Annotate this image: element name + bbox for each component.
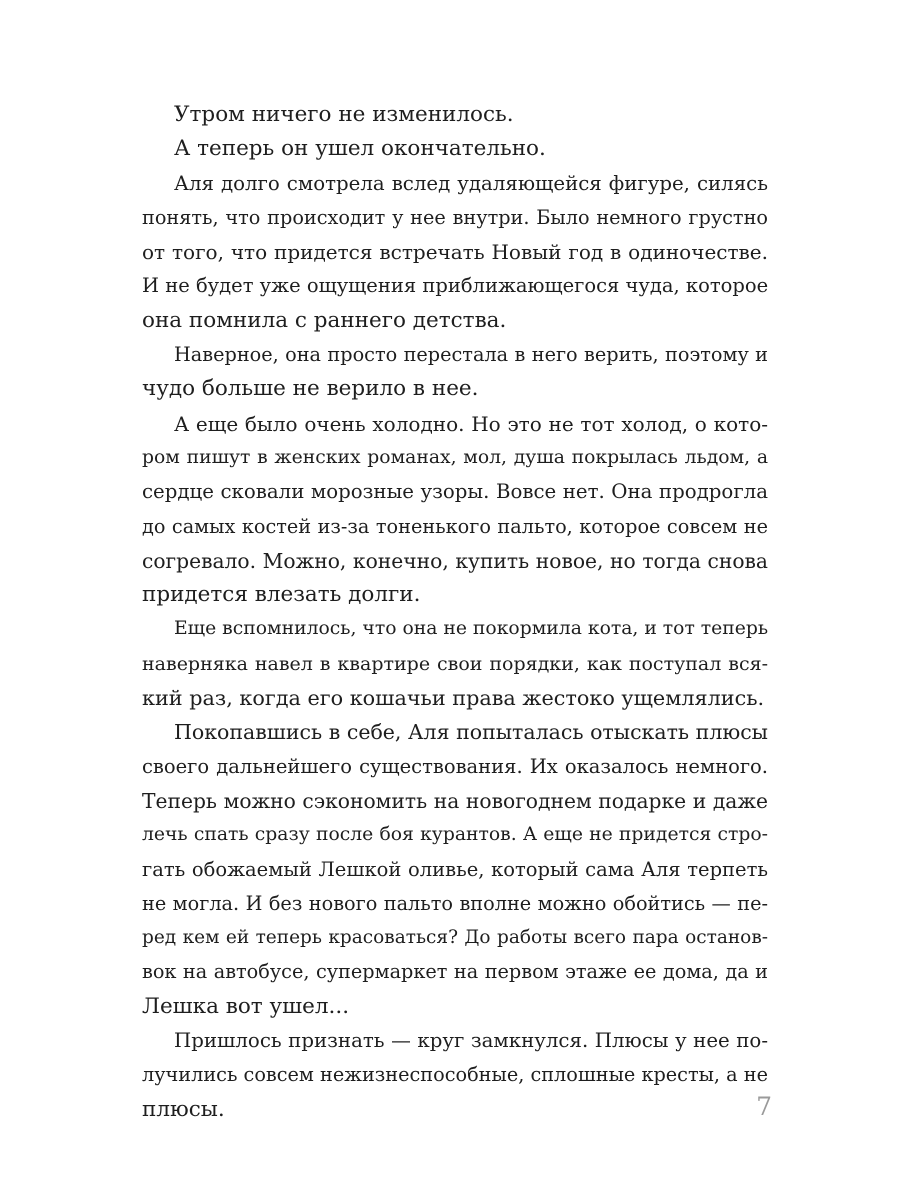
text-line: наверняка навел в квартире свои порядки, как поступал вся- [142, 652, 768, 675]
text-line: ред кем ей теперь красоваться? До работы всего пара останов- [142, 927, 768, 949]
body-text [142, 98, 768, 1127]
text-line: она помнила с раннего детства. [142, 307, 507, 333]
text-line: лучились совсем нежизнеспособные, сплошные кресты, а не [142, 1063, 768, 1087]
text-line: кий раз, когда его кошачьи права жестоко ущемлялись. [142, 686, 765, 711]
text-line: не могла. И без нового пальто вполне можно обойтись — пе- [142, 891, 768, 915]
text-line: А еще было очень холодно. Но это не тот холод, о кото- [174, 411, 768, 436]
text-line: Утром ничего не изменилось. [174, 102, 514, 127]
text-line: Пришлось признать — круг замкнулся. Плюсы у нее по- [174, 1029, 768, 1053]
text-line: ром пишут в женских романах, мол, душа покрылась льдом, а [142, 446, 768, 468]
text-line: лечь спать сразу после боя курантов. А еще не придется стро- [142, 824, 768, 846]
text-line: Лешка вот ушел... [142, 993, 350, 1019]
text-line: А теперь он ушел окончательно. [174, 136, 546, 162]
text-line: И не будет уже ощущения приближающегося чуда, которое [142, 274, 768, 298]
text-line: Покопавшись в себе, Аля попыталась отыскать плюсы [174, 720, 768, 745]
text-line: согревало. Можно, конечно, купить новое, но тогда снова [142, 548, 768, 573]
text-line: Наверное, она просто перестала в него верить, поэтому и [174, 343, 768, 367]
text-line: гать обожаемый Лешкой оливье, который сама Аля терпеть [142, 857, 768, 881]
text-line: своего дальнейшего существования. Их оказалось немного. [142, 754, 768, 778]
text-line: до самых костей из-за тоненького пальто, которое совсем не [142, 514, 768, 538]
text-line: сердце сковали морозные узоры. Вовсе нет. Она продрогла [142, 480, 768, 504]
text-line: понять, что происходит у нее внутри. Было немного грустно [142, 205, 768, 229]
text-line: вок на автобусе, супермаркет на первом этаже ее дома, да и [142, 960, 768, 984]
text-line: чудо больше не верило в нее. [142, 376, 479, 402]
page-number: 7 [756, 1092, 772, 1121]
text-line: Теперь можно сэкономить на новогоднем подарке и даже [142, 788, 768, 813]
text-line: от того, что придется встречать Новый год в одиночестве. [142, 240, 768, 265]
text-line: плюсы. [142, 1096, 225, 1122]
text-line: Еще вспомнилось, что она не покормила кота, и тот теперь [174, 618, 768, 640]
text-line: Аля долго смотрела вслед удаляющейся фигуре, силясь [174, 171, 768, 195]
text-line: придется влезать долги. [142, 582, 421, 608]
